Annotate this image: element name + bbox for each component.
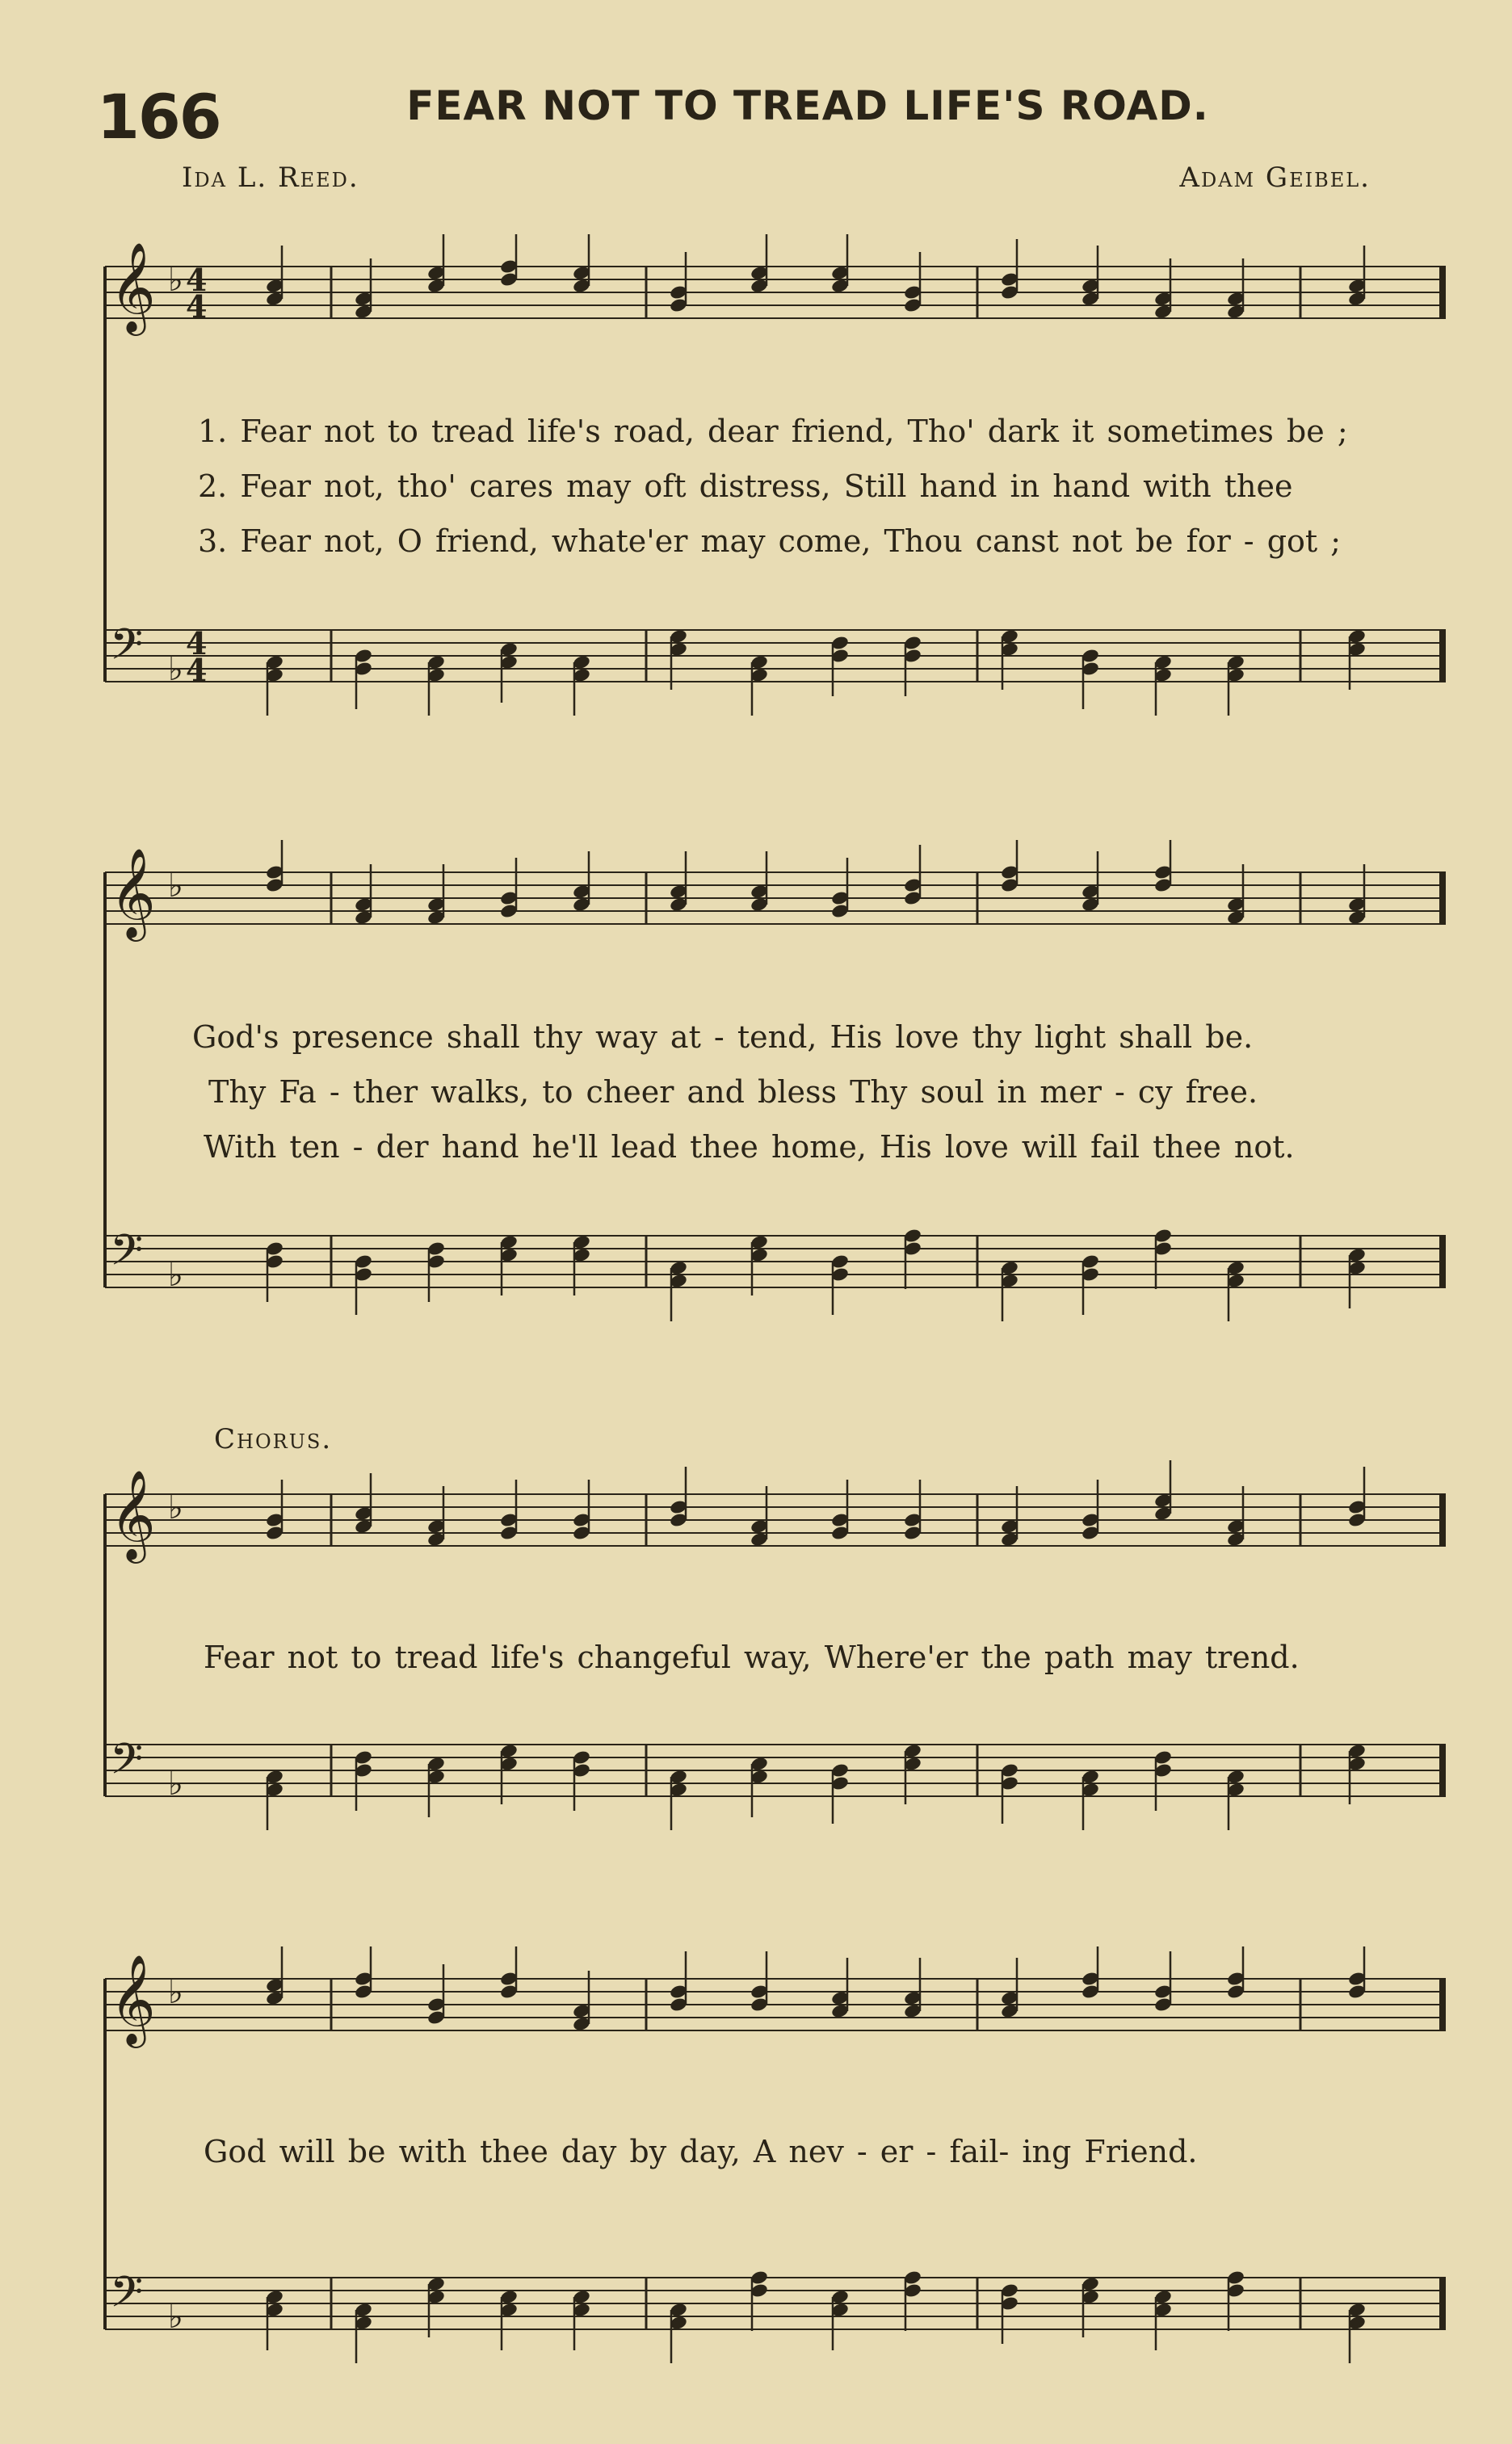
flat-icon: ♭	[168, 1489, 183, 1526]
lyricist-credit: Ida L. Reed.	[182, 162, 359, 194]
flat-icon: ♭	[168, 651, 183, 688]
flat-icon: ♭	[168, 1974, 183, 2011]
staff	[105, 1494, 1446, 1546]
staff	[105, 1979, 1446, 2030]
staff	[105, 267, 1446, 318]
flat-icon: ♭	[168, 1766, 183, 1803]
composer-credit: Adam Geibel.	[1179, 162, 1371, 194]
chorus-label: Chorus.	[214, 1423, 333, 1455]
flat-icon: ♭	[168, 262, 183, 299]
chorus-line-2: God will be with thee day by day, A nev - er - fail- ing Friend.	[204, 2134, 1198, 2169]
treble-clef-icon: 𝄞	[110, 241, 156, 332]
treble-clef-icon: 𝄞	[110, 1469, 156, 1560]
barline-end	[1439, 1745, 1446, 1796]
barline-end	[1439, 267, 1446, 318]
staff	[105, 1745, 1446, 1796]
barline-end	[1439, 630, 1446, 682]
music-notation	[97, 1946, 1454, 2399]
staff	[105, 872, 1446, 924]
staff	[105, 630, 1446, 682]
music-system-1	[97, 234, 1454, 751]
flat-icon: ♭	[168, 1257, 183, 1294]
barline-end	[1439, 1979, 1446, 2030]
music-system-chorus-1	[97, 1454, 1454, 1874]
bass-clef-icon: 𝄢	[110, 2268, 144, 2328]
hymn-number: 166	[97, 81, 220, 153]
bass-clef-icon: 𝄢	[110, 620, 144, 680]
barline-end	[1439, 872, 1446, 924]
hymn-title: FEAR NOT TO TREAD LIFE'S ROAD.	[406, 82, 1209, 129]
verse-1-line-2: God's presence shall thy way at - tend, His love thy light shall be.	[192, 1019, 1254, 1055]
verse-3-line-1: 3. Fear not, O friend, whate'er may come, Thou canst not be for - got ;	[198, 523, 1342, 559]
barline-end	[1439, 1236, 1446, 1287]
time-signature-top: 4	[186, 625, 208, 661]
treble-clef-icon: 𝄞	[110, 847, 156, 938]
music-system-2	[97, 840, 1454, 1357]
bass-clef-icon: 𝄢	[110, 1226, 144, 1286]
flat-icon: ♭	[168, 867, 183, 905]
chorus-line-1: Fear not to tread life's changeful way, Where'er the path may trend.	[204, 1640, 1300, 1675]
verse-2-line-2: Thy Fa - ther walks, to cheer and bless Thy soul in mer - cy free.	[208, 1074, 1258, 1110]
verse-2-line-1: 2. Fear not, tho' cares may oft distress, Still hand in hand with thee	[198, 468, 1293, 504]
time-signature-bottom: 4	[186, 652, 208, 688]
flat-icon: ♭	[168, 2299, 183, 2336]
staff	[105, 1236, 1446, 1287]
staff	[105, 2278, 1446, 2329]
time-signature-bottom: 4	[186, 288, 208, 325]
barline-end	[1439, 1494, 1446, 1546]
time-signature-top: 4	[186, 262, 208, 298]
verse-1-line-1: 1. Fear not to tread life's road, dear friend, Tho' dark it sometimes be ;	[198, 414, 1348, 449]
verse-3-line-2: With ten - der hand he'll lead thee home, His love will fail thee not.	[204, 1129, 1295, 1165]
barline-end	[1439, 2278, 1446, 2329]
treble-clef-icon: 𝄞	[110, 1954, 156, 2044]
music-system-chorus-2	[97, 1946, 1454, 2399]
bass-clef-icon: 𝄢	[110, 1735, 144, 1795]
